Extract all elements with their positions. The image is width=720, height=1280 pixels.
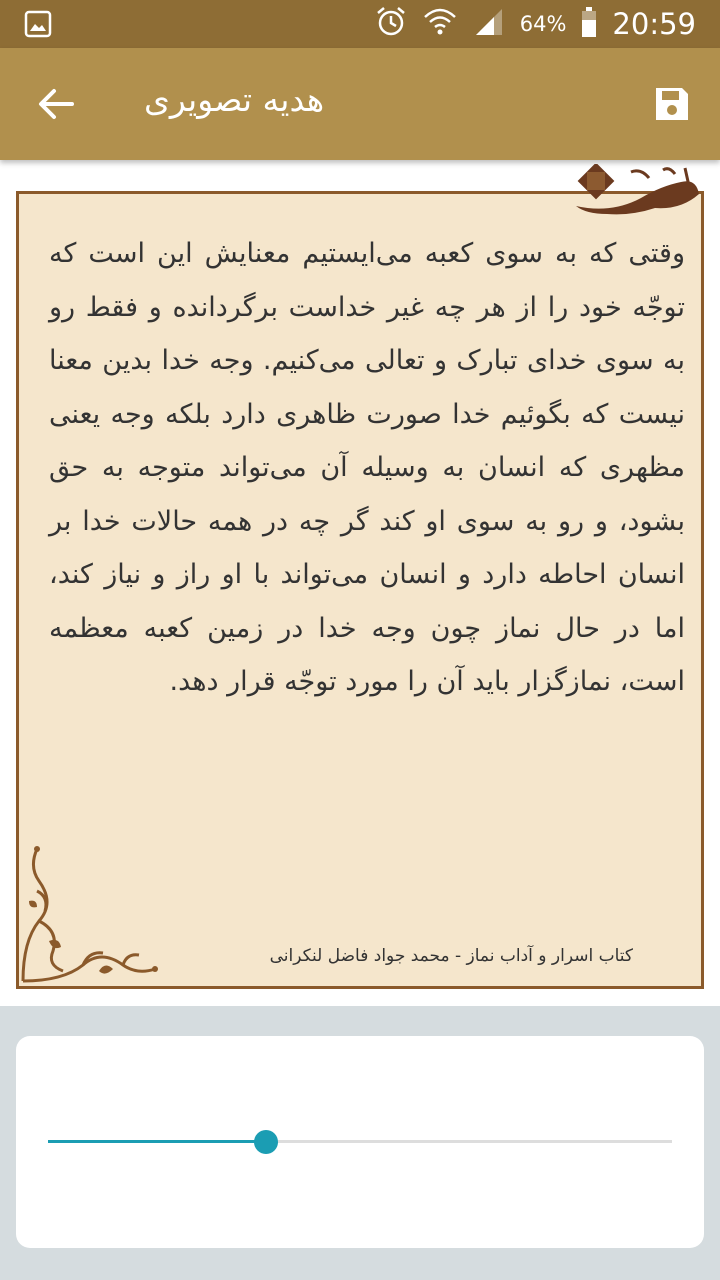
slider-fill [48,1140,266,1143]
size-slider[interactable] [48,1128,672,1156]
hadith-card [16,191,704,989]
hadith-text: وقتی که به سوی کعبه می‌ایستیم معنایش این است که توجّه خود را از هر چه غیر خداست برگردانده و فقط رو به سوی خدای تبارک و تعالی می‌کنیم. وجه خدا بدین معنا نیست که بگوئیم خدا صورت ظاهری دارد بلکه وجه یعنی مظهری که انسان به وسیله آن می‌تواند متوجه به حق بشود، و رو به سوی او کند گر چه در همه حالات خدا بر انسان احاطه دارد و انسان می‌تواند با او راز و نیاز کند، اما در حال نماز چون وجه خدا در زمین کعبه معظمه است، نمازگزار باید آن را مورد توجّه قرار دهد. [49,238,685,697]
source-caption: کتاب اسرار و آداب نماز - محمد جواد فاضل لنکرانی [269,946,633,966]
save-icon[interactable] [652,84,692,124]
status-time: 20:59 [612,7,696,41]
signal-icon [472,5,506,43]
hadith-logo [571,164,701,224]
battery-percent: 64% [519,12,567,36]
image-icon [24,10,52,38]
alarm-icon [374,5,408,43]
app-bar [0,48,720,160]
page-title: هدیه تصویری [144,80,325,119]
battery-icon [580,5,598,43]
corner-ornament [19,841,159,986]
arrow-left-icon[interactable] [36,84,76,124]
slider-thumb[interactable] [254,1130,278,1154]
wifi-icon [422,5,458,43]
status-bar [0,0,720,48]
